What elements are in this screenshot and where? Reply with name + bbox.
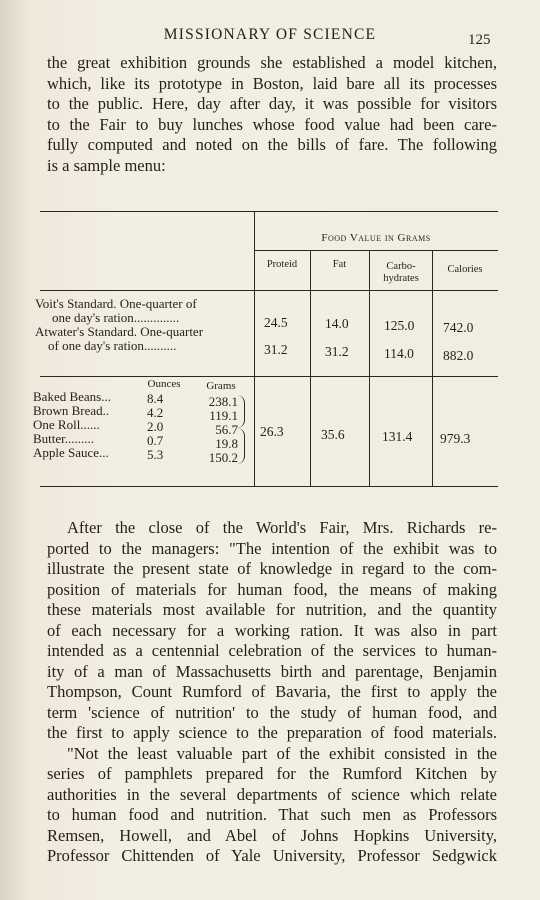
fat-value: 14.0 — [325, 316, 349, 331]
menu-item-ounces: 2.0 — [147, 419, 164, 434]
total-calories: 979.3 — [440, 431, 471, 446]
menu-item-name: Apple Sauce... — [33, 445, 109, 460]
text-line: "Not the least valuable part of the exhibit consisted in the — [67, 743, 497, 763]
carbohydrates-value: 125.0 — [384, 318, 415, 333]
text-line: ity of a man of Massachusetts birth and parentage, Benjamin — [47, 661, 497, 681]
menu-item-ounces: 4.2 — [147, 405, 164, 420]
column-divider — [369, 251, 370, 486]
brace — [236, 395, 245, 428]
menu-item-name: One Roll...... — [33, 417, 100, 432]
text-line: Remsen, Howell, and Abel of Johns Hopkins University, — [47, 825, 497, 845]
brace — [236, 428, 245, 464]
menu-item-ounces: 8.4 — [147, 391, 164, 406]
table-bottom-rule — [40, 486, 498, 487]
menu-item-ounces: 0.7 — [147, 433, 164, 448]
menu-item-name: Butter......... — [33, 431, 95, 446]
text-line: to the Fair to buy lunches whose food value had been care- — [47, 114, 497, 134]
text-line: illustrate the present state of knowledge in regard to the com- — [47, 559, 497, 578]
col-header-calories: Calories — [447, 264, 483, 275]
grams-header: Grams — [206, 380, 236, 392]
standard-label: Voit's Standard. One-quarter of — [35, 296, 197, 311]
calories-value: 882.0 — [443, 348, 474, 363]
standard-label: Atwater's Standard. One-quarter — [35, 324, 204, 339]
intro-paragraph — [47, 53, 497, 176]
text-line: of each necessary for a working ration. It was also in part — [47, 620, 497, 640]
text-line: the great exhibition grounds she established a model kitchen, — [47, 53, 497, 72]
menu-item-grams: 238.1 — [208, 394, 238, 409]
text-line: intended as a centennial celebration of the services to human- — [47, 641, 497, 660]
column-divider — [432, 251, 433, 486]
col-header-proteid: Proteid — [266, 259, 298, 270]
text-line: term 'science of nutrition' to the study of human food, and — [47, 702, 497, 722]
menu-item-name: Baked Beans... — [33, 389, 111, 404]
total-proteid: 26.3 — [260, 424, 284, 439]
col-header-carbohydrates: hydrates — [383, 273, 419, 284]
text-line: Professor Chittenden of Yale University, Professor Sedgwick — [47, 846, 497, 865]
text-line: these materials most available for nutrition, and the quantity — [47, 600, 497, 619]
fat-value: 31.2 — [325, 344, 349, 359]
column-divider — [310, 251, 311, 486]
proteid-value: 24.5 — [264, 315, 288, 330]
table-top-rule — [40, 211, 498, 212]
standards-bottom-rule — [40, 376, 498, 377]
text-line: After the close of the World's Fair, Mrs. Richards re- — [67, 518, 497, 537]
text-line: Thompson, Count Rumford of Bavaria, the first to apply the — [47, 682, 497, 701]
col-header-fat: Fat — [332, 259, 347, 270]
total-fat: 35.6 — [321, 427, 345, 442]
menu-item-grams: 56.7 — [215, 422, 238, 437]
text-line: to human food and nutrition. That such men as Professors — [47, 805, 497, 824]
text-line: is a sample menu: — [47, 155, 166, 175]
report-paragraph — [47, 518, 497, 867]
menu-item-name: Brown Bread.. — [33, 403, 110, 418]
menu-item-grams: 150.2 — [208, 450, 238, 465]
text-line: which, like its prototype in Boston, laid bare all its processes — [47, 73, 497, 93]
text-line: the first to apply science to the preparation of food materials. — [47, 723, 497, 742]
header-bottom-rule — [40, 290, 498, 291]
text-line: authorities in the several departments of science which relate — [47, 784, 497, 804]
menu-item-grams: 19.8 — [215, 436, 238, 451]
text-line: fully computed and noted on the bills of fare. The following — [47, 135, 497, 154]
col-header-carbohydrates: Carbo- — [386, 261, 416, 272]
menu-item-ounces: 5.3 — [147, 447, 164, 462]
total-carbohydrates: 131.4 — [382, 429, 413, 444]
standard-label: one day's ration.............. — [52, 310, 180, 325]
text-line: position of materials for human food, the means of making — [47, 579, 497, 599]
carbohydrates-value: 114.0 — [384, 346, 414, 361]
group-header: Food Value in Grams — [321, 232, 431, 244]
menu-item-grams: 119.1 — [209, 408, 238, 423]
standard-label: of one day's ration.......... — [48, 338, 177, 353]
running-head: MISSIONARY OF SCIENCE — [163, 26, 377, 43]
proteid-value: 31.2 — [264, 342, 288, 357]
ounces-header: Ounces — [147, 378, 181, 390]
calories-value: 742.0 — [443, 320, 474, 335]
text-line: series of pamphlets prepared for the Rumford Kitchen by — [47, 764, 497, 783]
text-line: ported to the managers: "The intention of the exhibit was to — [47, 538, 497, 558]
group-header-rule — [254, 250, 498, 251]
column-divider — [254, 211, 255, 486]
page-number: 125 — [468, 32, 491, 48]
text-line: to the public. Here, day after day, it was possible for visitors — [47, 94, 497, 113]
